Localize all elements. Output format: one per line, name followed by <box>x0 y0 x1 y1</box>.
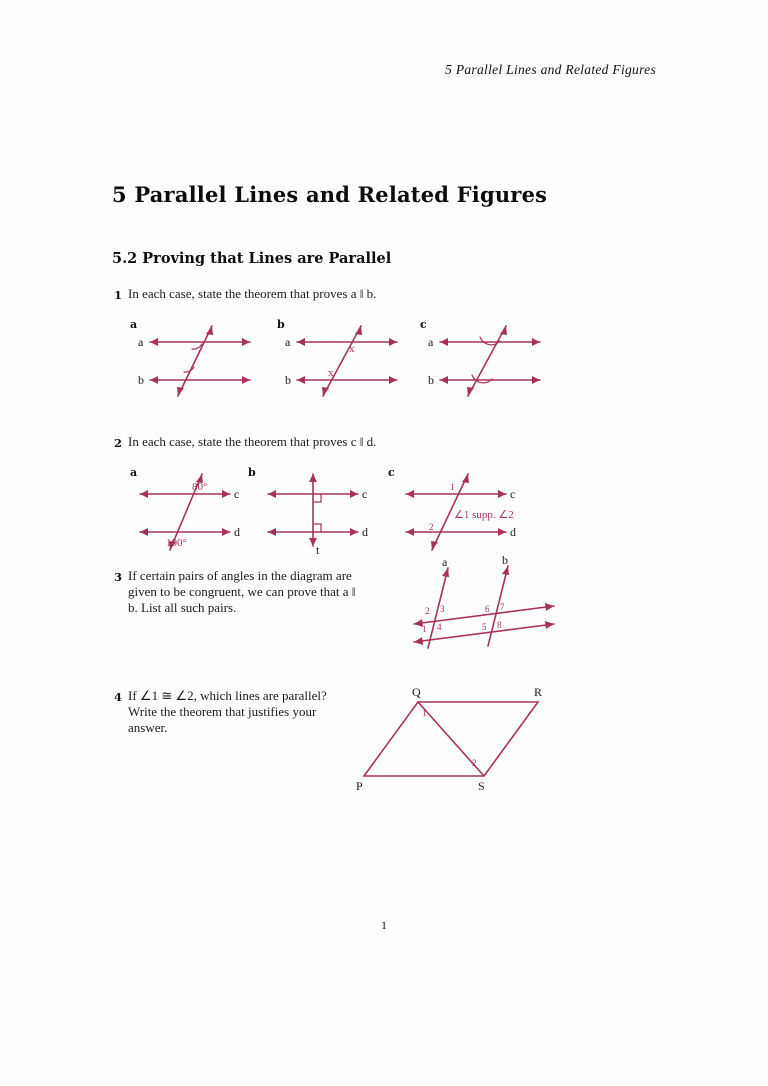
page-title: 5 Parallel Lines and Related Figures <box>112 182 548 207</box>
svg-text:c: c <box>362 487 368 501</box>
figure-2c-angle-2: 2 <box>429 522 434 532</box>
figure-3-angle-8: 8 <box>497 620 502 630</box>
svg-text:a: a <box>428 335 434 349</box>
section-title: 5.2 Proving that Lines are Parallel <box>112 250 392 267</box>
figure-1a <box>130 322 280 402</box>
figure-3-angle-7: 7 <box>500 602 505 612</box>
figure-1b-mark-1: x <box>349 343 355 355</box>
figure-4 <box>356 686 566 796</box>
svg-text:b: b <box>138 373 144 387</box>
question-2-part-c-label: c <box>388 466 395 479</box>
question-1-part-a-label: a <box>130 318 138 331</box>
figure-3-line-b: b <box>502 553 508 567</box>
question-1-part-c-label: c <box>420 318 427 331</box>
figure-3-angle-1: 1 <box>422 624 427 634</box>
figure-3-angle-2: 2 <box>425 606 430 616</box>
question-3-text: If certain pairs of angles in the diagram are given to be congruent, we can prove that a ‖ b. List all such pairs. <box>128 568 356 615</box>
figure-3-angle-3: 3 <box>440 604 445 614</box>
figure-4-vertex-r: R <box>534 685 543 699</box>
figure-3 <box>404 553 584 656</box>
svg-text:c: c <box>510 487 516 501</box>
question-4-number: 4 <box>114 690 123 704</box>
figure-2b-transversal-label: t <box>316 543 320 557</box>
figure-3-angle-4: 4 <box>437 622 442 632</box>
figure-2c-note: ∠1 supp. ∠2 <box>454 509 514 521</box>
question-2-part-a-label: a <box>130 466 138 479</box>
question-2-text: In each case, state the theorem that proves c ‖ d. <box>128 434 377 449</box>
running-head: 5 Parallel Lines and Related Figures <box>445 62 656 77</box>
svg-text:d: d <box>234 525 240 539</box>
figure-2c-angle-1: 1 <box>450 482 455 492</box>
figure-3-angle-5: 5 <box>482 622 487 632</box>
figure-1c <box>420 322 570 402</box>
figure-4-vertex-q: Q <box>412 685 421 699</box>
figure-4-vertex-p: P <box>356 779 363 793</box>
page-number: 1 <box>381 918 387 932</box>
figure-4-vertex-s: S <box>478 779 485 793</box>
figure-4-angle-2: 2 <box>472 758 477 768</box>
question-2-number: 2 <box>114 436 123 450</box>
question-1-text: In each case, state the theorem that proves a ‖ b. <box>128 286 377 301</box>
svg-text:a: a <box>285 335 291 349</box>
svg-text:d: d <box>510 525 516 539</box>
question-2-part-b-label: b <box>248 466 256 479</box>
svg-text:b: b <box>285 373 291 387</box>
figure-2a-angle-100: 100° <box>166 537 187 549</box>
question-3-number: 3 <box>114 570 123 584</box>
figure-2b <box>258 468 388 557</box>
figure-3-angle-6: 6 <box>485 604 490 614</box>
figure-2a-angle-80: 80° <box>192 481 208 493</box>
question-1-number: 1 <box>114 288 123 302</box>
svg-text:d: d <box>362 525 368 539</box>
svg-text:c: c <box>234 487 240 501</box>
figure-1b <box>277 322 427 402</box>
figure-2a <box>130 468 260 554</box>
question-1-part-b-label: b <box>277 318 285 331</box>
svg-text:b: b <box>428 373 434 387</box>
figure-2c <box>396 468 556 554</box>
figure-4-angle-1: 1 <box>422 708 427 718</box>
svg-text:a: a <box>138 335 144 349</box>
question-4-text: If ∠1 ≅ ∠2, which lines are parallel? Write the theorem that justifies your answer. <box>128 688 327 735</box>
figure-1b-mark-2: x <box>328 367 334 379</box>
figure-3-line-a: a <box>442 555 448 569</box>
